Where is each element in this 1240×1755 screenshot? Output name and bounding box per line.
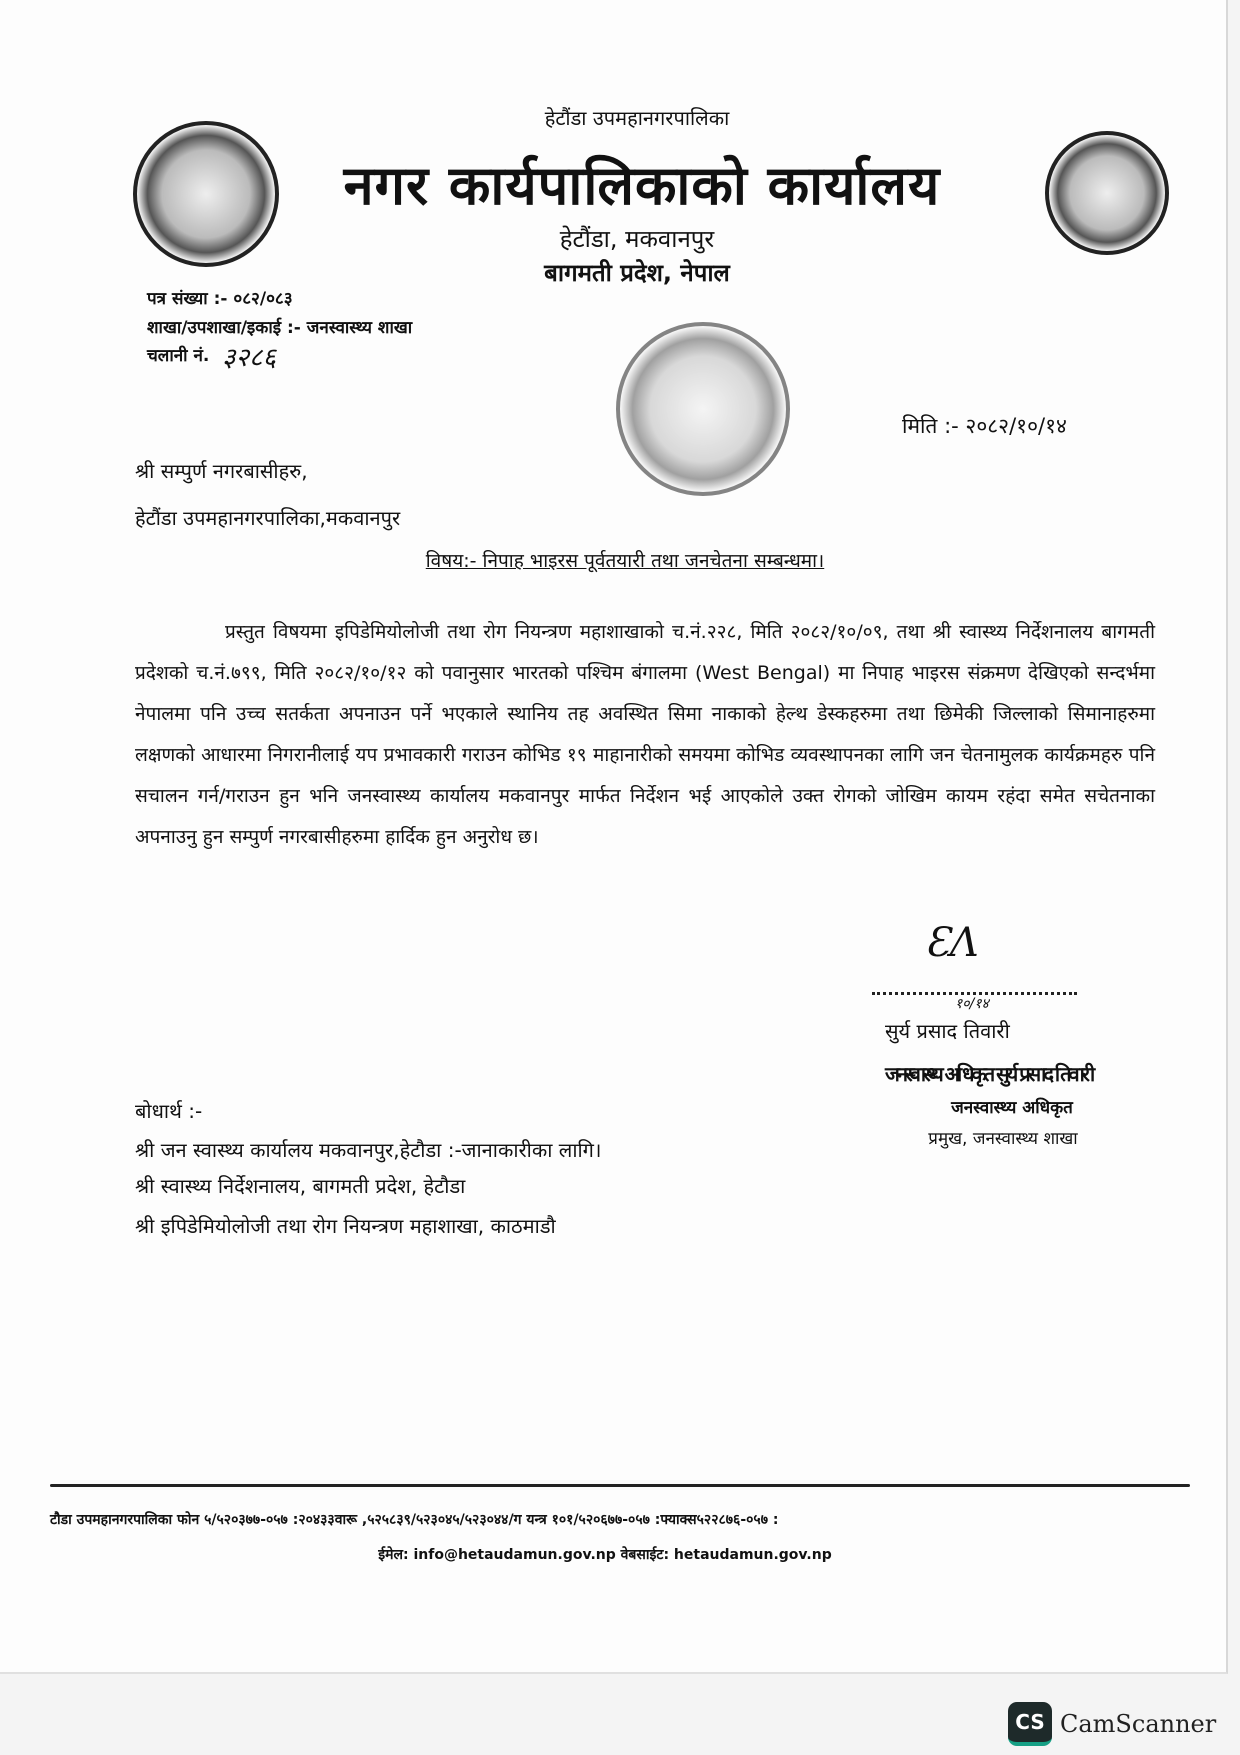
body-text: प्रस्तुत विषयमा इपिडेमियोलोजी तथा रोग नियन्त्रण महाशाखाको च.नं.२२८, मिति २०८२/१०/०९, तथा श्री स्वास्थ्य निर्देशनालय बागमती प्रदेशको च.नं.७९९, मिति २०८२/१०/१२ को पवानुसार भारतको पश्चिम बंगालमा (West Bengal) मा निपाह भाइरस संक्रमण देखिएको सन्दर्भमा नेपालमा पनि उच्च सतर्कता अपनाउन पर्ने भएकाले स्थानिय तह अवस्थित सिमा नाकाको हेल्थ डेस्कहरुमा तथा छिमेकी जिल्लाको सिमानाहरुमा लक्षणको आधारमा निगरानीलाई यप प्रभावकारी गराउन कोभिड १९ माहानारीको समयमा कोभिड व्यवस्थापनका लागि जन चेतनामुलक कार्यक्रमहरु पनि सचालन गर्न/गराउन हुन भनि जनस्वास्थ्य कार्यालय मकवानपुर मार्फत निर्देशन भई आएकोले उक्त रोगको जोखिम कायम रहंदा समेत सचेतनाका अपनाउनु हुन सम्पुर्ण नगरबासीहरुमा हार्दिक हुन अनुरोध छ।	[135, 621, 1155, 848]
body-paragraph	[135, 612, 1155, 858]
subject: विषय:- निपाह भाइरस पूर्वतयारी तथा जनचेतना सम्बन्धमा।	[425, 550, 825, 572]
municipality-logo-icon	[1045, 131, 1169, 255]
signatory-title: जनस्वास्थ्य अधिकृत	[951, 1098, 1073, 1118]
footer-contact: टौडा उपमहानगरपालिका फोन ५/५२०३७७-०५७ :२०४३३वारू ,५२५८३९/५२३०४५/५२३०४४/ग यन्त्र १०१/५२०६७७-०५७ :फ्याक्स५२२८७६-०५७ :	[50, 1512, 779, 1528]
letter-number: पत्र संख्या :- ०८२/०८३	[147, 289, 293, 309]
cc-item: श्री स्वास्थ्य निर्देशनालय, बागमती प्रदेश, हेटौडा	[135, 1174, 466, 1198]
addressee-line1: श्री सम्पुर्ण नगरबासीहरु,	[135, 459, 308, 483]
signatory-stamp: जनस्वास्थ्य अधिकृत सुर्य प्रसाद तिवारी	[885, 1062, 1093, 1086]
camscanner-logo-icon: CS	[1008, 1702, 1052, 1746]
camscanner-watermark	[1008, 1702, 1216, 1746]
camscanner-text: CamScanner	[1060, 1710, 1217, 1738]
signatory-name: सुर्य प्रसाद तिवारी	[885, 1019, 1010, 1043]
branch: शाखा/उपशाखा/इकाई :- जनस्वास्थ्य शाखा	[147, 318, 413, 338]
footer-divider	[50, 1484, 1190, 1487]
signatory-position: प्रमुख, जनस्वास्थ्य शाखा	[928, 1129, 1078, 1149]
nepal-emblem-icon	[133, 121, 279, 267]
signature: ƐΛ	[925, 920, 979, 966]
office-province: बागमती प्रदेश, नेपाल	[544, 259, 730, 287]
footer-email-website: ईमेल: info@hetaudamun.gov.np वेबसाईट: hetaudamun.gov.np	[378, 1547, 832, 1563]
office-title: नगर कार्यपालिकाको कार्यालय	[343, 154, 941, 217]
cc-item: श्री इपिडेमियोलोजी तथा रोग नियन्त्रण महाशाखा, काठमाडौ	[135, 1214, 556, 1238]
addressee-line2: हेटौंडा उपमहानगरपालिका,मकवानपुर	[135, 506, 401, 530]
signature-date: १०/१४	[955, 996, 989, 1012]
dispatch-label: चलानी नं.	[147, 346, 210, 366]
office-stamp-icon	[616, 322, 790, 496]
cc-label: बोधार्थ :-	[135, 1099, 203, 1123]
office-location: हेटौंडा, मकवानपुर	[559, 225, 715, 253]
cc-item: श्री जन स्वास्थ्य कार्यालय मकवानपुर,हेटौडा :-जानाकारीका लागि।	[135, 1138, 602, 1162]
municipality-name: हेटौंडा उपमहानगरपालिका	[544, 106, 730, 130]
dispatch-number-handwritten: ३२८६	[222, 343, 277, 373]
letter-date: मिति :- २०८२/१०/१४	[902, 414, 1067, 438]
